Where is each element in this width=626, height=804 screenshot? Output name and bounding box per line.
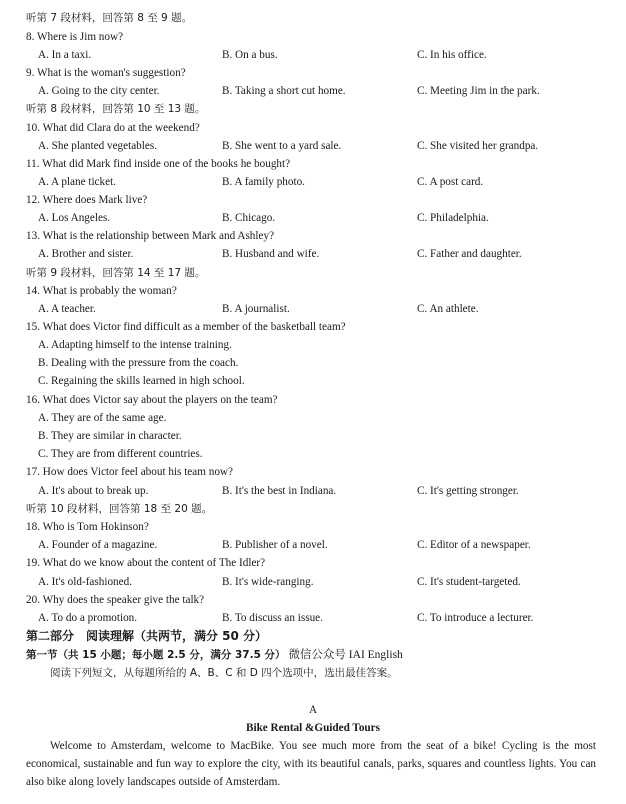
question-20: 20. Why does the speaker give the talk?: [26, 594, 205, 606]
question-14: 14. What is probably the woman?: [26, 285, 177, 297]
option-15b: B. Dealing with the pressure from the coach.: [38, 357, 239, 369]
option-12a: A. Los Angeles.: [38, 212, 111, 224]
option-9b: B. Taking a short cut home.: [222, 85, 346, 97]
option-18a: A. Founder of a magazine.: [38, 539, 158, 551]
option-19a: A. It's old-fashioned.: [38, 576, 132, 588]
option-8b: B. On a bus.: [222, 49, 278, 61]
question-9: 9. What is the woman's suggestion?: [26, 67, 186, 79]
section-instruction-8: 听第 8 段材料，回答第 10 至 13 题。: [26, 103, 206, 115]
option-14b: B. A journalist.: [222, 303, 290, 315]
question-19: 19. What do we know about the content of The Idler?: [26, 557, 266, 569]
reading-instruction: 阅读下列短文，从每题所给的 A、B、C 和 D 四个选项中，选出最佳答案。: [50, 667, 398, 679]
option-10b: B. She went to a yard sale.: [222, 140, 342, 152]
option-19c: C. It's student-targeted.: [417, 576, 521, 588]
option-17a: A. It's about to break up.: [38, 485, 149, 497]
passage-title: Bike Rental &Guided Tours: [246, 722, 380, 734]
option-12c: C. Philadelphia.: [417, 212, 489, 224]
option-15c: C. Regaining the skills learned in high school.: [38, 375, 245, 387]
question-11: 11. What did Mark find inside one of the books he bought?: [26, 158, 291, 170]
question-15: 15. What does Victor find difficult as a member of the basketball team?: [26, 321, 346, 333]
option-9c: C. Meeting Jim in the park.: [417, 85, 540, 97]
option-20a: A. To do a promotion.: [38, 612, 138, 624]
option-20c: C. To introduce a lecturer.: [417, 612, 534, 624]
option-19b: B. It's wide-ranging.: [222, 576, 314, 588]
section-instruction-7: 听第 7 段材料，回答第 8 至 9 题。: [26, 12, 193, 24]
option-13a: A. Brother and sister.: [38, 248, 134, 260]
part-2-heading: 第二部分 阅读理解（共两节，满分 50 分）: [26, 629, 268, 643]
option-11c: C. A post card.: [417, 176, 484, 188]
option-16a: A. They are of the same age.: [38, 412, 167, 424]
section-instruction-10: 听第 10 段材料，回答第 18 至 20 题。: [26, 503, 213, 515]
passage-body: Welcome to Amsterdam, welcome to MacBike. You see much more from the seat of a bike! Cycling is the most economical, sustainable and fun way to explore the city, with its beautiful canals, parks, squares and countless lights. You can also bike along lovely landscapes outside of Amsterdam.: [26, 740, 596, 788]
option-11a: A. A plane ticket.: [38, 176, 116, 188]
question-12: 12. Where does Mark live?: [26, 194, 148, 206]
question-16: 16. What does Victor say about the players on the team?: [26, 394, 278, 406]
question-13: 13. What is the relationship between Mark and Ashley?: [26, 230, 275, 242]
option-17c: C. It's getting stronger.: [417, 485, 519, 497]
option-18b: B. Publisher of a novel.: [222, 539, 328, 551]
section-1-heading: [26, 648, 403, 662]
passage-letter: A: [308, 704, 318, 716]
option-16c: C. They are from different countries.: [38, 448, 203, 460]
option-8c: C. In his office.: [417, 49, 487, 61]
option-10a: A. She planted vegetables.: [38, 140, 157, 152]
option-8a: A. In a taxi.: [38, 49, 92, 61]
option-12b: B. Chicago.: [222, 212, 276, 224]
question-8: 8. Where is Jim now?: [26, 31, 124, 43]
option-10c: C. She visited her grandpa.: [417, 140, 539, 152]
option-11b: B. A family photo.: [222, 176, 305, 188]
option-15a: A. Adapting himself to the intense training.: [38, 339, 232, 351]
question-10: 10. What did Clara do at the weekend?: [26, 122, 200, 134]
section-1-title: 第一节（共 15 小题；每小题 2.5 分，满分 37.5 分）: [26, 649, 286, 661]
option-9a: A. Going to the city center.: [38, 85, 160, 97]
question-17: 17. How does Victor feel about his team now?: [26, 466, 233, 478]
option-14c: C. An athlete.: [417, 303, 479, 315]
section-instruction-9: 听第 9 段材料，回答第 14 至 17 题。: [26, 267, 206, 279]
option-20b: B. To discuss an issue.: [222, 612, 323, 624]
option-13b: B. Husband and wife.: [222, 248, 320, 260]
option-13c: C. Father and daughter.: [417, 248, 522, 260]
option-16b: B. They are similar in character.: [38, 430, 182, 442]
option-17b: B. It's the best in Indiana.: [222, 485, 337, 497]
option-18c: C. Editor of a newspaper.: [417, 539, 531, 551]
option-14a: A. A teacher.: [38, 303, 96, 315]
wechat-note: 微信公众号 IAI English: [288, 649, 403, 661]
question-18: 18. Who is Tom Hokinson?: [26, 521, 149, 533]
